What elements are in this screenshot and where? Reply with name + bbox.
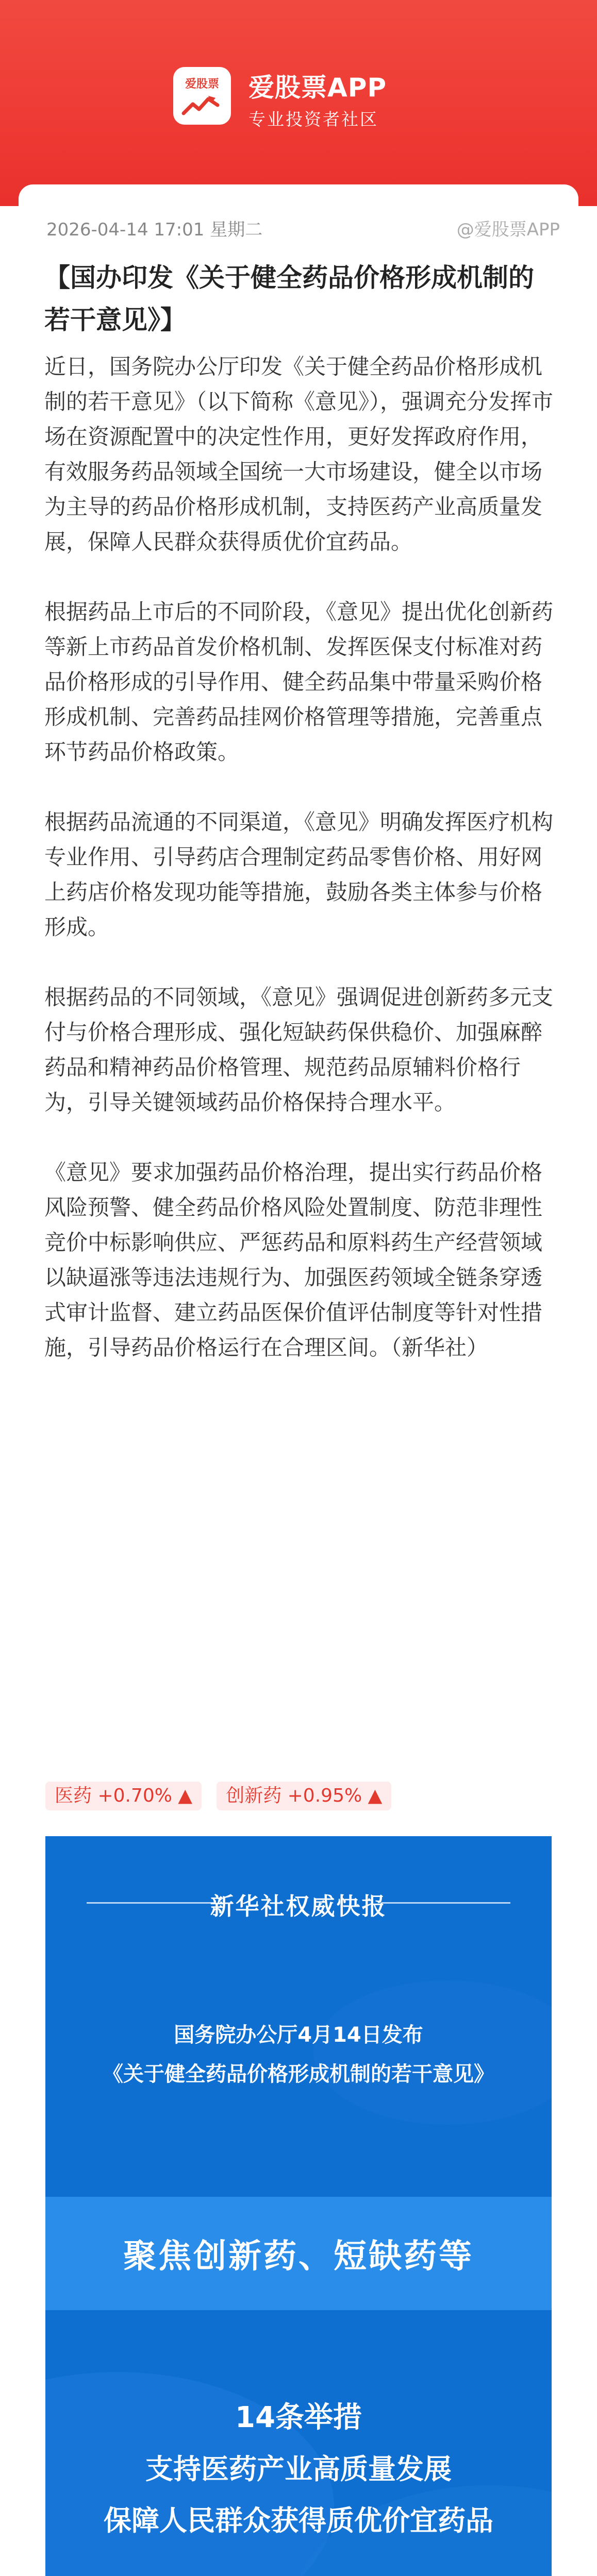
paragraph: 《意见》要求加强药品价格治理，提出实行药品价格风险预警、健全药品价格风险处置制度、防范非理性竞价中标影响供应、严惩药品和原料药生产经营领域以缺逼涨等违法违规行为、加强医药领域全链条穿透式审计监督、建立药品医保价值评估制度等针对性措施，引导药品价格运行在合理区间。（新华社） (44, 1160, 543, 1360)
poster-banner (45, 2197, 552, 2310)
paragraph: 近日，国务院办公厅印发《关于健全药品价格形成机制的若干意见》（以下简称《意见》），强调充分发挥市场在资源配置中的决定性作用，更好发挥政府作用，有效服务药品领域全国统一大市场建设，健全以市场为主导的药品价格形成机制，支持医药产业高质量发展，保障人民群众获得质优价宜药品。 (44, 354, 554, 554)
tag-innovative-drug[interactable]: 创新药 +0.95% ▲ (217, 1782, 391, 1810)
app-header (0, 0, 597, 206)
post-date: 2026-04-14 17:01 星期二 (46, 219, 263, 240)
poster-measures: 14条举措 (235, 2401, 362, 2434)
paragraph: 根据药品的不同领域，《意见》强调促进创新药多元支付与价格合理形成、强化短缺药保供稳价、加强麻醉药品和精神药品价格管理、规范药品原辅料价格行为，引导关键领域药品价格保持合理水平。 (44, 985, 554, 1115)
article-card (19, 184, 578, 2576)
chart-trend-icon (181, 93, 223, 116)
poster-line-doc: 《关于健全药品价格形成机制的若干意见》 (103, 2062, 494, 2086)
stock-tags (45, 1782, 404, 1810)
article-body (44, 349, 560, 1400)
poster-header: 新华社权威快报 (210, 1892, 387, 1920)
app-name: 爱股票APP (248, 73, 387, 103)
article-title: 【国办印发《关于健全药品价格形成机制的若干意见》】 (44, 263, 534, 335)
paragraph: 根据药品上市后的不同阶段，《意见》提出优化创新药等新上市药品首发价格机制、发挥医保支付标准对药品价格形成的引导作用、健全药品集中带量采购价格形成机制、完善药品挂网价格管理等措施，完善重点环节药品价格政策。 (44, 599, 554, 765)
poster-banner-text: 聚焦创新药、短缺药等 (123, 2238, 474, 2276)
paragraph: 根据药品流通的不同渠道，《意见》明确发挥医疗机构专业作用、引导药店合理制定药品零售价格、用好网上药店价格发现功能等措施，鼓励各类主体参与价格形成。 (44, 809, 554, 940)
app-subtitle: 专业投资者社区 (248, 109, 378, 129)
poster-line-date: 国务院办公厅4月14日发布 (174, 2023, 423, 2047)
tag-pharma[interactable]: 医药 +0.70% ▲ (45, 1782, 202, 1810)
app-logo (173, 67, 231, 125)
news-poster-image[interactable] (45, 1836, 552, 2576)
poster-goal-2: 保障人民群众获得质优价宜药品 (104, 2504, 493, 2537)
logo-text: 爱股票 (185, 78, 219, 91)
post-source[interactable]: @爱股票APP (456, 219, 560, 240)
poster-goal-1: 支持医药产业高质量发展 (145, 2453, 452, 2485)
